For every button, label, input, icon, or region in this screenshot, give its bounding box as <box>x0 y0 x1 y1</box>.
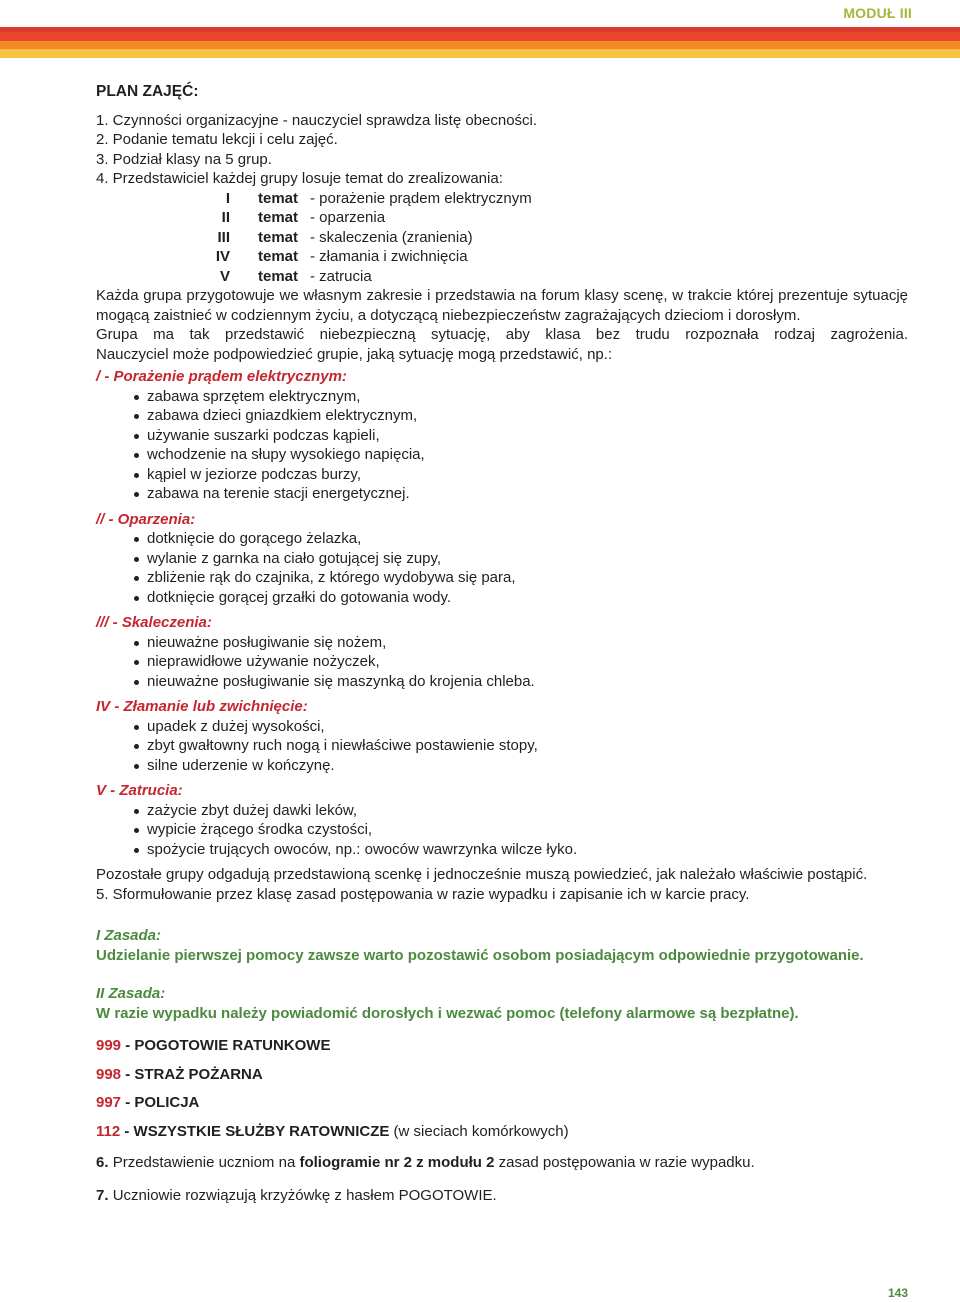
topic-number: III <box>217 228 230 246</box>
header-stripe-orange-red <box>0 32 960 41</box>
step-6 <box>96 1153 908 1173</box>
list-item: nieprawidłowe używanie nożyczek, <box>96 652 908 672</box>
topic-number: V <box>219 267 230 285</box>
list-item: zabawa sprzętem elektrycznym, <box>96 387 908 407</box>
rule-1-title: I Zasada: <box>96 927 162 944</box>
topic-description: - porażenie prądem elektrycznym <box>310 189 532 207</box>
list-item: wypicie żrącego środka czystości, <box>96 820 908 840</box>
phone-number: 998 <box>96 1065 122 1083</box>
topics-list <box>96 189 908 287</box>
topic-row <box>96 189 908 209</box>
phone-label: - WSZYSTKIE SŁUŻBY RATOWNICZE <box>124 1122 390 1140</box>
step-6-text-end: zasad postępowania w razie wypadku. <box>498 1154 755 1171</box>
paragraph-others: Pozostałe grupy odgadują przedstawioną scenkę i jednocześnie muszą powiedzieć, jak należało właściwie postąpić. <box>96 866 868 883</box>
topic-word: temat <box>258 267 299 285</box>
bullet-list-cuts <box>96 633 908 692</box>
topic-row <box>96 267 908 287</box>
section-title-burns: // - Oparzenia: <box>96 510 196 528</box>
rule-1-text: Udzielanie pierwszej pomocy zawsze warto pozostawić osobom posiadającym odpowiednie przygotowanie. <box>96 946 864 964</box>
topic-number: IV <box>215 248 230 265</box>
phone-police <box>96 1093 908 1113</box>
list-item: zabawa na terenie stacji energetycznej. <box>96 484 908 504</box>
rule-2-title: II Zasada: <box>96 985 166 1002</box>
phone-number: 112 <box>96 1122 121 1140</box>
header-stripe-orange <box>0 41 960 49</box>
step-7 <box>96 1186 908 1206</box>
list-item: zażycie zbyt dużej dawki leków, <box>96 801 908 821</box>
list-item: dotknięcie do gorącego żelazka, <box>96 529 908 549</box>
step-6-foliogram: foliogramie nr 2 z modułu 2 <box>299 1154 495 1171</box>
section-title-poisoning: V - Zatrucia: <box>96 782 183 799</box>
topic-word: temat <box>258 189 299 207</box>
step-7-text: Uczniowie rozwiązują krzyżówkę z hasłem POGOTOWIE. <box>112 1186 497 1204</box>
step-6-text-start: Przedstawienie uczniom na <box>112 1154 296 1171</box>
phone-ambulance <box>96 1036 908 1056</box>
phone-label: - POGOTOWIE RATUNKOWE <box>125 1037 331 1054</box>
list-item: zabawa dzieci gniazdkiem elektrycznym, <box>96 406 908 426</box>
paragraph-scene: Każda grupa przygotowuje we własnym zakresie i przedstawia na forum klasy scenę, w trakcie której prezentuje sytuację mogącą zaistnieć w codziennym życiu, a dotyczącą niebezpieczeństw zagrażających dzieciom i dorosłym. <box>96 287 908 324</box>
topic-description: - skaleczenia (zranienia) <box>310 228 473 246</box>
section-title-electric: / - Porażenie prądem elektrycznym: <box>96 368 347 385</box>
section-title-cuts: /// - Skaleczenia: <box>96 614 212 631</box>
step-2: 2. Podanie tematu lekcji i celu zajęć. <box>96 131 338 148</box>
topic-row <box>96 208 908 228</box>
bullet-list-poisoning <box>96 801 908 860</box>
list-item: kąpiel w jeziorze podczas burzy, <box>96 465 908 485</box>
topic-description: - zatrucia <box>310 267 372 285</box>
paragraph-teacher: Nauczyciel może podpowiedzieć grupie, jaką sytuację mogą przedstawić, np.: <box>96 345 613 363</box>
list-item: używanie suszarki podczas kąpieli, <box>96 426 908 446</box>
list-item: spożycie trujących owoców, np.: owoców wawrzynka wilcze łyko. <box>96 840 908 860</box>
step-5: 5. Sformułowanie przez klasę zasad postępowania w razie wypadku i zapisanie ich w karcie pracy. <box>96 885 750 903</box>
phone-number: 999 <box>96 1037 122 1054</box>
step-4: 4. Przedstawiciel każdej grupy losuje temat do zrealizowania: <box>96 170 503 187</box>
rule-2-text: W razie wypadku należy powiadomić dorosłych i wezwać pomoc (telefony alarmowe są bezpłatne). <box>96 1004 799 1022</box>
page-number: 143 <box>887 1286 908 1300</box>
topic-word: temat <box>258 248 299 265</box>
step-7-number: 7. <box>96 1186 109 1204</box>
phone-number: 997 <box>96 1094 122 1111</box>
list-item: dotknięcie gorącej grzałki do gotowania wody. <box>96 588 908 608</box>
list-item: zbyt gwałtowny ruch nogą i niewłaściwe postawienie stopy, <box>96 736 908 756</box>
list-item: nieuważne posługiwanie się nożem, <box>96 633 908 653</box>
bullet-list-fractures <box>96 717 908 776</box>
step-3: 3. Podział klasy na 5 grup. <box>96 150 272 168</box>
step-6-number: 6. <box>96 1154 109 1171</box>
topic-number: II <box>221 209 230 226</box>
list-item: nieuważne posługiwanie się maszynką do krojenia chleba. <box>96 672 908 692</box>
topic-description: - oparzenia <box>310 209 386 226</box>
topic-row <box>96 247 908 267</box>
phone-label: - STRAŻ POŻARNA <box>125 1065 263 1083</box>
plan-heading: PLAN ZAJĘĆ: <box>96 83 199 100</box>
topic-word: temat <box>258 228 299 246</box>
bullet-list-electric <box>96 387 908 504</box>
page-content <box>96 82 908 1205</box>
topic-word: temat <box>258 209 299 226</box>
list-item: wylanie z garnka na ciało gotującej się zupy, <box>96 549 908 569</box>
step-1: 1. Czynności organizacyjne - nauczyciel sprawdza listę obecności. <box>96 111 538 129</box>
list-item: silne uderzenie w kończynę. <box>96 756 908 776</box>
paragraph-group: Grupa ma tak przedstawić niebezpieczną sytuację, aby klasa bez trudu rozpoznała rodzaj zagrożenia. <box>96 326 908 343</box>
list-item: upadek z dużej wysokości, <box>96 717 908 737</box>
module-label: MODUŁ III <box>843 5 912 21</box>
topic-number: I <box>225 189 230 207</box>
phone-label: - POLICJA <box>125 1094 200 1111</box>
header-stripe-yellow <box>0 49 960 58</box>
section-title-fractures: IV - Złamanie lub zwichnięcie: <box>96 698 308 715</box>
list-item: zbliżenie rąk do czajnika, z którego wydobywa się para, <box>96 568 908 588</box>
phone-note: (w sieciach komórkowych) <box>393 1122 569 1140</box>
topic-description: - złamania i zwichnięcia <box>310 248 468 265</box>
list-item: wchodzenie na słupy wysokiego napięcia, <box>96 445 908 465</box>
phone-emergency <box>96 1122 908 1142</box>
topic-row <box>96 228 908 248</box>
phone-fire <box>96 1065 908 1085</box>
bullet-list-burns <box>96 529 908 607</box>
